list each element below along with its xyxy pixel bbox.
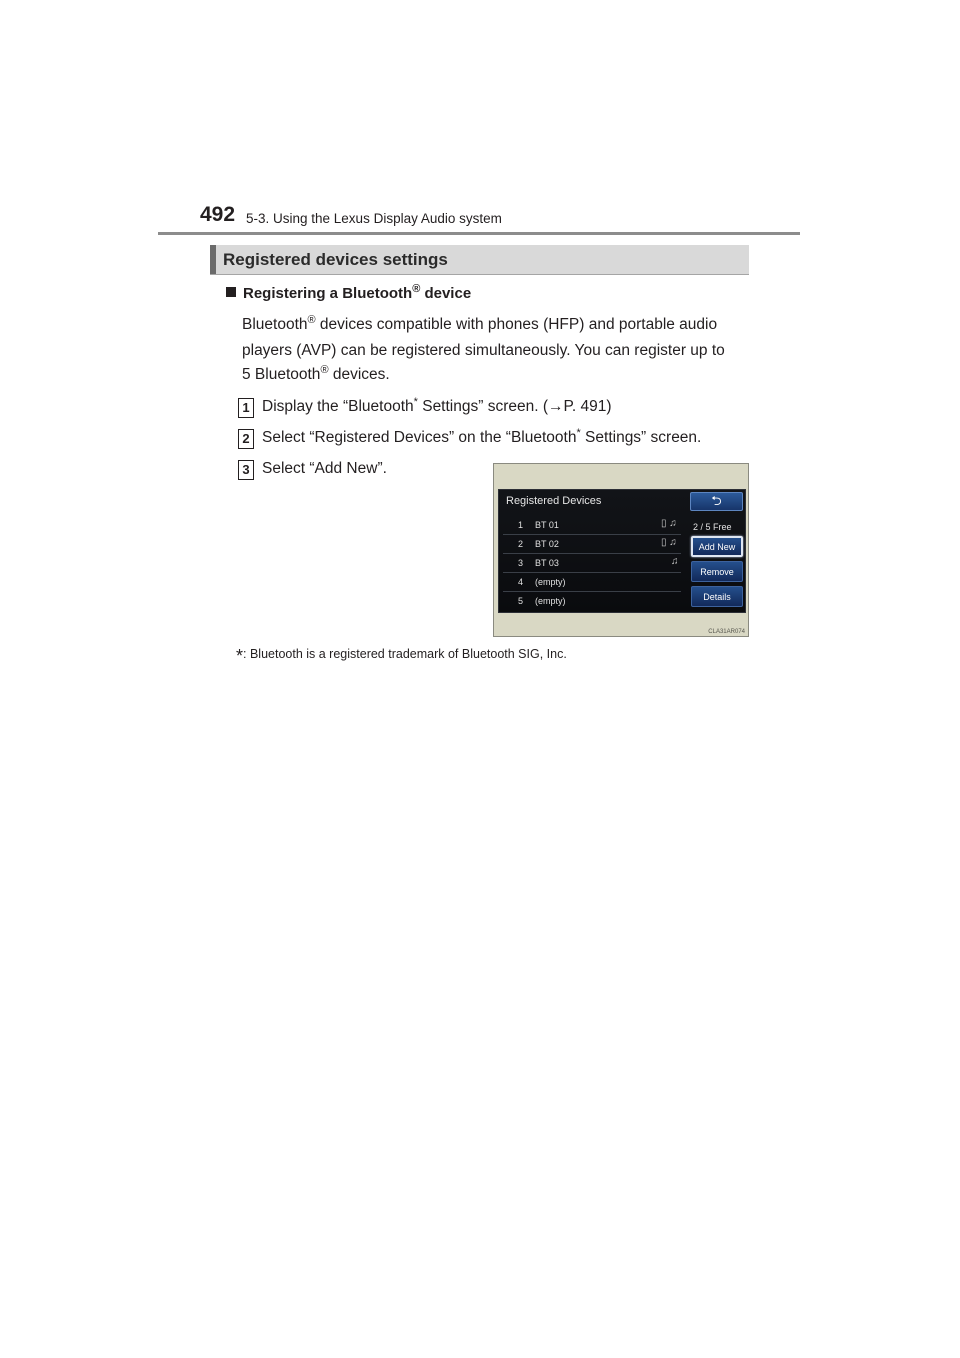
music-icon: ♫: [671, 556, 679, 567]
registered-mark: ®: [307, 313, 316, 326]
step-text: Settings” screen. (→P. 491): [417, 398, 612, 415]
step-text: Settings” screen.: [580, 429, 702, 446]
phone-music-icon: ▯ ♫: [661, 537, 677, 548]
section-title: Registered devices settings: [223, 250, 448, 269]
display-screen: [498, 489, 746, 613]
intro-line-2: players (AVP) can be registered simultaneously. You can register up to: [242, 342, 725, 359]
device-row[interactable]: [503, 535, 681, 554]
device-name: BT 02: [535, 539, 559, 549]
device-name: (empty): [535, 577, 566, 587]
subheading: [226, 285, 471, 302]
footnote-text: : Bluetooth is a registered trademark of Bluetooth SIG, Inc.: [243, 647, 567, 661]
step-number: 1: [238, 398, 254, 418]
return-arrow-icon[interactable]: ⮌: [690, 492, 743, 511]
step-number: 3: [238, 460, 254, 480]
subheading-suffix: device: [420, 285, 472, 302]
asterisk: *: [236, 646, 244, 666]
step-1: [238, 395, 612, 418]
intro-line-1: [242, 313, 718, 334]
device-row[interactable]: [503, 592, 681, 610]
registered-mark: ®: [320, 363, 329, 376]
page-number: 492: [200, 203, 236, 226]
image-code: CLA31AR074: [708, 629, 745, 635]
step-text: Select “Registered Devices” on the “Bluetooth: [262, 429, 577, 446]
intro-text: Bluetooth: [242, 316, 308, 333]
section-bar-accent: [210, 245, 216, 274]
header-rule: [158, 232, 800, 235]
device-index: 5: [518, 596, 524, 606]
intro-text: 5 Bluetooth: [242, 366, 321, 383]
device-row[interactable]: [503, 516, 681, 535]
device-index: 2: [518, 539, 524, 549]
section-title-bar: [210, 245, 749, 275]
device-index: 4: [518, 577, 524, 587]
step-number: 2: [238, 429, 254, 449]
asterisk: *: [413, 395, 418, 408]
registered-mark: ®: [412, 283, 421, 295]
asterisk: *: [576, 426, 581, 439]
step-text: Display the “Bluetooth: [262, 398, 414, 415]
intro-text: devices compatible with phones (HFP) and portable audio: [315, 316, 718, 333]
add-new-button[interactable]: Add New: [691, 536, 743, 557]
free-count: 2 / 5 Free: [693, 522, 732, 532]
details-button[interactable]: Details: [691, 586, 743, 607]
device-index: 3: [518, 558, 524, 568]
device-row[interactable]: [503, 573, 681, 592]
step-2: [238, 426, 702, 449]
screen-illustration: [493, 463, 749, 637]
intro-text: devices.: [328, 366, 390, 383]
screen-title: Registered Devices: [506, 495, 602, 507]
intro-line-3: [242, 363, 390, 384]
device-row[interactable]: [503, 554, 681, 573]
device-name: BT 03: [535, 558, 559, 568]
phone-music-icon: ▯ ♫: [661, 518, 677, 529]
remove-button[interactable]: Remove: [691, 561, 743, 582]
footnote: [236, 646, 567, 667]
bullet-square-icon: [226, 287, 236, 297]
section-header: 5-3. Using the Lexus Display Audio system: [246, 211, 502, 226]
subheading-text: Registering a Bluetooth: [243, 285, 413, 302]
step-text: Select “Add New”.: [262, 460, 387, 477]
step-3: [238, 460, 387, 480]
device-index: 1: [518, 520, 524, 530]
device-name: (empty): [535, 596, 566, 606]
device-name: BT 01: [535, 520, 559, 530]
